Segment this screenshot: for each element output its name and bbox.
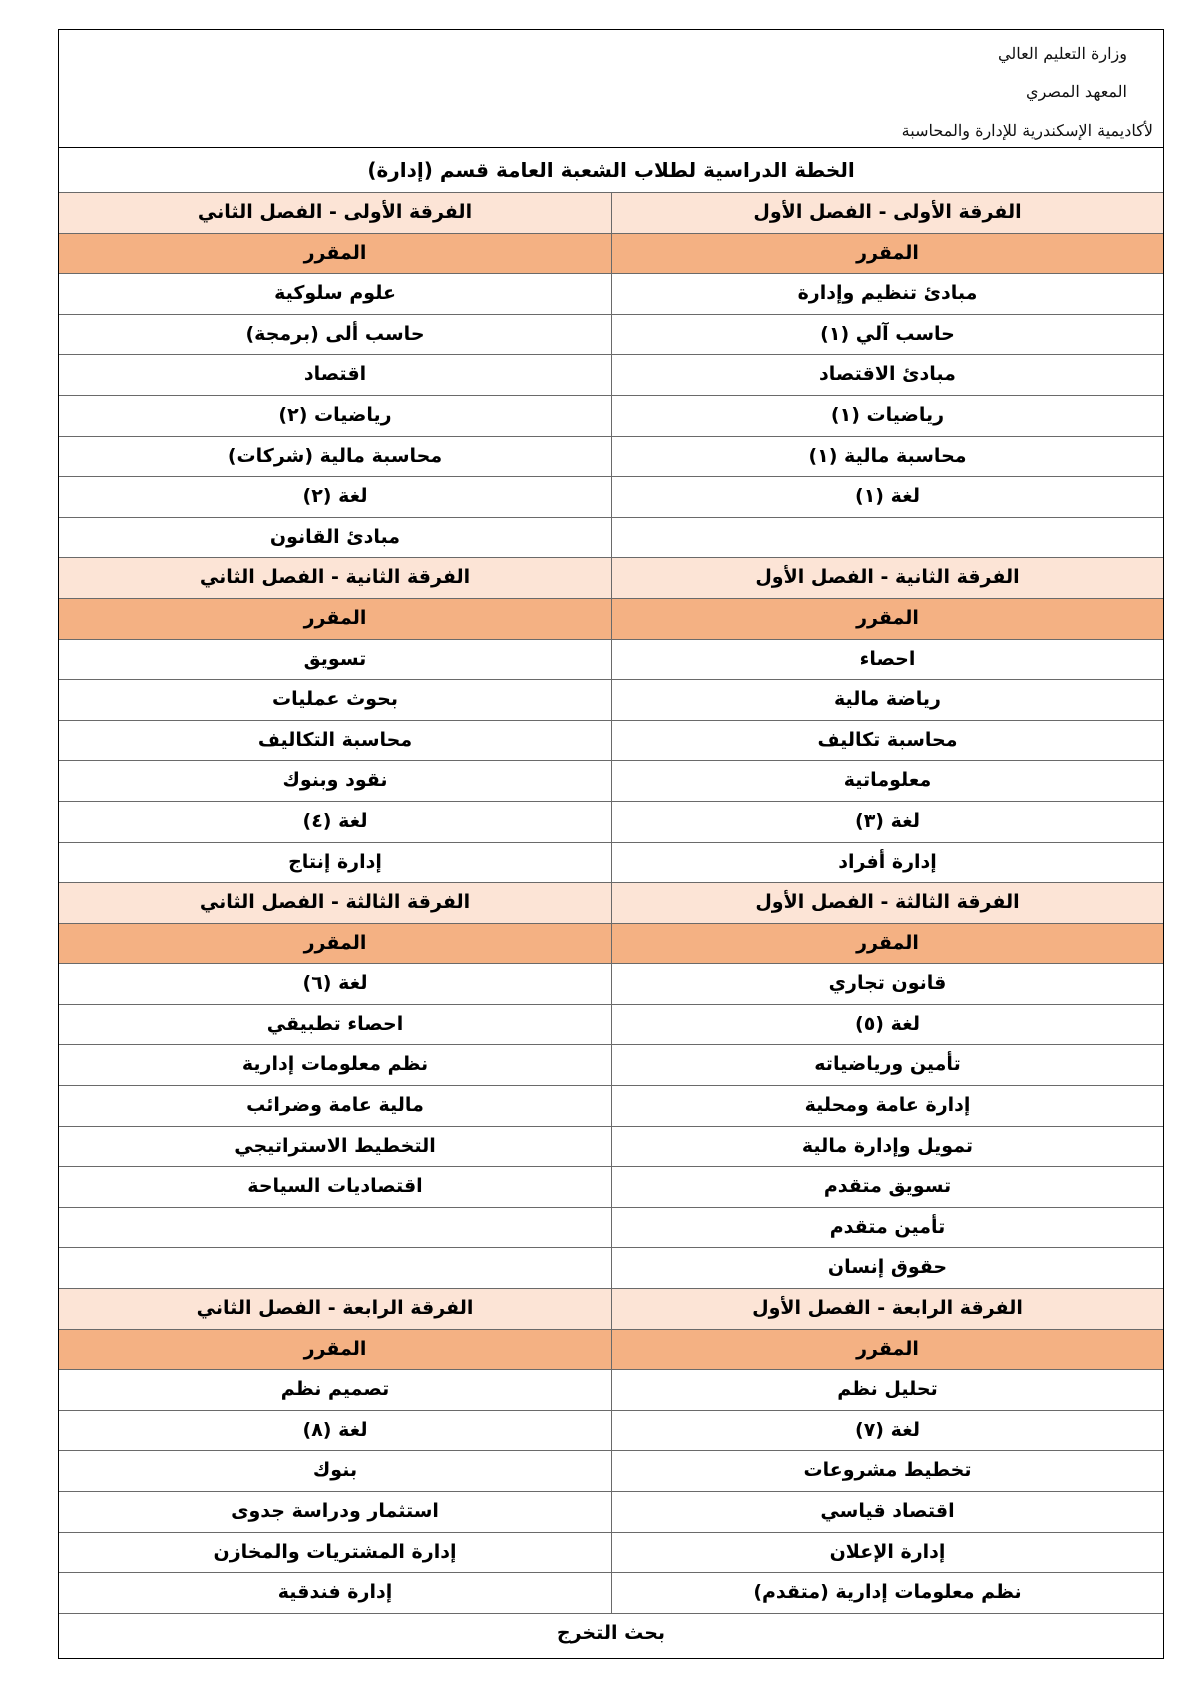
course-cell: تسويق متقدم <box>611 1167 1163 1207</box>
course-cell: مبادئ تنظيم وإدارة <box>611 274 1163 314</box>
semester-1-title: الفرقة الرابعة - الفصل الأول <box>611 1289 1163 1329</box>
graduation-project-row <box>59 1613 1163 1654</box>
table-row <box>59 314 1163 355</box>
semester-2-title: الفرقة الأولى - الفصل الثاني <box>197 201 473 223</box>
course-cell: نقود وبنوك <box>282 769 388 792</box>
course-cell: احصاء تطبيقي <box>266 1012 404 1035</box>
semester-title-row <box>59 192 1163 233</box>
table-row <box>59 273 1163 314</box>
plan-title: الخطة الدراسية لطلاب الشعبة العامة قسم (إدارة) <box>367 158 855 182</box>
course-cell: اقتصاديات السياحة <box>247 1175 423 1198</box>
course-cell: رياضيات (٢) <box>278 403 392 426</box>
table-row <box>59 436 1163 477</box>
graduation-project: بحث التخرج <box>556 1621 666 1644</box>
course-header-row <box>59 1329 1163 1370</box>
table-row <box>59 354 1163 395</box>
course-cell: لغة (٨) <box>302 1418 368 1441</box>
study-plan-table <box>59 192 1163 1653</box>
course-cell: مالية عامة وضرائب <box>246 1094 424 1117</box>
table-row <box>59 639 1163 680</box>
course-cell: نظم معلومات إدارية <box>241 1053 429 1076</box>
course-header-row <box>59 923 1163 964</box>
table-row <box>59 1572 1163 1613</box>
course-cell: رياضة مالية <box>611 680 1163 720</box>
course-column-header: المقرر <box>303 606 367 629</box>
semester-title-row <box>59 557 1163 598</box>
course-cell: لغة (٣) <box>611 802 1163 842</box>
course-cell: تأمين ورياضياته <box>611 1045 1163 1085</box>
course-cell: تأمين متقدم <box>611 1208 1163 1248</box>
table-row <box>59 1491 1163 1532</box>
course-cell: تحليل نظم <box>611 1370 1163 1410</box>
course-cell: محاسبة تكاليف <box>611 721 1163 761</box>
course-cell: محاسبة مالية (شركات) <box>227 444 443 467</box>
semester-title-row <box>59 1288 1163 1329</box>
course-cell: لغة (٦) <box>302 972 368 995</box>
table-row <box>59 1044 1163 1085</box>
course-cell: إدارة أفراد <box>611 843 1163 883</box>
semester-title-row <box>59 882 1163 923</box>
course-cell: بنوك <box>312 1459 358 1482</box>
course-cell: اقتصاد <box>303 363 367 386</box>
course-cell: إدارة الإعلان <box>611 1533 1163 1573</box>
course-cell: لغة (٢) <box>302 485 368 508</box>
course-column-header: المقرر <box>611 599 1163 639</box>
course-cell: حاسب ألى (برمجة) <box>245 322 425 345</box>
course-cell: محاسبة التكاليف <box>257 728 413 751</box>
course-cell: قانون تجاري <box>611 964 1163 1004</box>
course-header-row <box>59 233 1163 274</box>
table-row <box>59 720 1163 761</box>
course-cell: تسويق <box>303 647 367 670</box>
course-cell: تصميم نظم <box>280 1378 390 1401</box>
table-row <box>59 1126 1163 1167</box>
course-cell: نظم معلومات إدارية (متقدم) <box>611 1573 1163 1613</box>
course-cell: لغة (٧) <box>611 1411 1163 1451</box>
table-row <box>59 1369 1163 1410</box>
institute-name: المعهد المصري <box>1026 82 1127 101</box>
table-row <box>59 679 1163 720</box>
course-cell: إدارة عامة ومحلية <box>611 1086 1163 1126</box>
course-cell: استثمار ودراسة جدوى <box>231 1500 439 1522</box>
academy-name: لأكاديمية الإسكندرية للإدارة والمحاسبة <box>901 121 1153 140</box>
course-cell: مبادئ القانون <box>269 525 401 548</box>
table-row <box>59 1532 1163 1573</box>
course-cell: لغة (٥) <box>611 1005 1163 1045</box>
course-cell: لغة (١) <box>611 477 1163 517</box>
course-cell: رياضيات (١) <box>611 396 1163 436</box>
course-column-header: المقرر <box>611 924 1163 964</box>
semester-1-title: الفرقة الأولى - الفصل الأول <box>611 193 1163 233</box>
course-cell: مبادئ الاقتصاد <box>611 355 1163 395</box>
course-column-header: المقرر <box>303 241 367 264</box>
course-cell: التخطيط الاستراتيجي <box>234 1134 436 1157</box>
semester-1-title: الفرقة الثالثة - الفصل الأول <box>611 883 1163 923</box>
course-column-header: المقرر <box>303 931 367 954</box>
semester-2-title: الفرقة الرابعة - الفصل الثاني <box>196 1297 474 1320</box>
course-cell: معلوماتية <box>611 761 1163 801</box>
course-cell: حاسب آلي (١) <box>611 315 1163 355</box>
table-row <box>59 395 1163 436</box>
table-row <box>59 517 1163 558</box>
course-cell: اقتصاد قياسي <box>611 1492 1163 1532</box>
ministry-name: وزارة التعليم العالي <box>998 44 1127 63</box>
course-cell: احصاء <box>611 640 1163 680</box>
table-row <box>59 1247 1163 1288</box>
table-row <box>59 1450 1163 1491</box>
course-column-header: المقرر <box>611 234 1163 274</box>
table-row <box>59 1207 1163 1248</box>
document-header <box>59 30 1163 148</box>
course-cell: حقوق إنسان <box>611 1248 1163 1288</box>
course-header-row <box>59 598 1163 639</box>
table-row <box>59 1004 1163 1045</box>
course-cell: إدارة إنتاج <box>288 850 382 873</box>
course-cell <box>59 1248 611 1288</box>
course-cell: علوم سلوكية <box>274 282 396 305</box>
course-column-header: المقرر <box>611 1330 1163 1370</box>
course-cell <box>59 1208 611 1248</box>
table-row <box>59 963 1163 1004</box>
table-row <box>59 1166 1163 1207</box>
semester-2-title: الفرقة الثالثة - الفصل الثاني <box>199 891 471 914</box>
course-cell: بحوث عمليات <box>272 688 398 711</box>
table-row <box>59 1410 1163 1451</box>
course-cell: محاسبة مالية (١) <box>611 437 1163 477</box>
table-row <box>59 801 1163 842</box>
course-cell: إدارة فندقية <box>277 1581 393 1604</box>
course-cell: تمويل وإدارة مالية <box>611 1127 1163 1167</box>
document-frame <box>58 29 1164 1659</box>
course-cell: لغة (٤) <box>302 809 368 832</box>
semester-1-title: الفرقة الثانية - الفصل الأول <box>611 558 1163 598</box>
course-cell: تخطيط مشروعات <box>611 1451 1163 1491</box>
course-cell <box>611 518 1163 558</box>
table-row <box>59 760 1163 801</box>
course-column-header: المقرر <box>303 1337 367 1360</box>
course-cell: إدارة المشتريات والمخازن <box>213 1540 457 1563</box>
table-row <box>59 1085 1163 1126</box>
table-row <box>59 476 1163 517</box>
semester-2-title: الفرقة الثانية - الفصل الثاني <box>199 566 471 589</box>
table-row <box>59 842 1163 883</box>
